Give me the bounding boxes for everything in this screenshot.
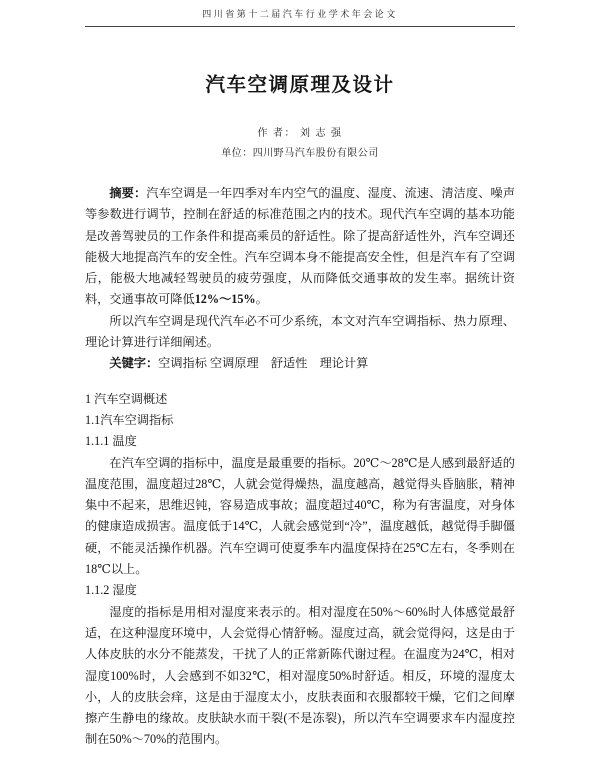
intro-paragraph: 所以汽车空调是现代汽车必不可少系统，本文对汽车空调指标、热力原理、理论计算进行详细阐述。 — [85, 313, 515, 350]
abstract-text-end: 。 — [255, 292, 268, 307]
paper-title: 汽车空调原理及设计 — [205, 74, 395, 96]
section-heading-1-1-1: 1.1.1 温度 — [85, 434, 137, 449]
abstract-text: 汽车空调是一年四季对车内空气的温度、湿度、流速、清洁度、噪声等参数进行调节，控制在舒适的标准范围之内的技术。现代汽车空调的基本功能是改善驾驶员的工作条件和提高乘员的舒适性。除了提高舒适性外，汽车空调还能极大地提高汽车的安全性。汽车空调本身不能提高安全性，但是汽车有了空调后，能极大地减轻驾驶员的疲劳强度，从而降低交通事故的发生率。据统计资料，交通事故可降低 — [85, 186, 516, 307]
running-head: 四川省第十二届汽车行业学术年会论文 — [85, 9, 515, 27]
abstract-stat: 12%～15% — [194, 292, 256, 307]
affiliation-line: 单位：四川野马汽车股份有限公司 — [221, 148, 379, 159]
abstract-paragraph — [85, 183, 515, 311]
byline — [85, 128, 515, 160]
humidity-paragraph: 湿度的指标是用相对湿度来表示的。相对湿度在50%～60%时人体感觉最舒适，在这种湿度环境中，人会觉得心情舒畅。湿度过高，就会觉得闷，这是由于人体皮肤的水分不能蒸发，干扰了人的正常新陈代谢过程。在温度为24℃，相对湿度100%时，人会感到不如32℃，相对湿度50%时舒适。相反，环境的湿度太小，人的皮肤会痒，这是由于湿度太小，皮肤表面和衣服都较干燥，它们之间摩擦产生静电的缘故。皮肤缺水而干裂(不是冻裂)，所以汽车空调要求车内湿度控制在50%～70%的范围内。 — [85, 604, 515, 747]
page-header — [85, 9, 515, 27]
keywords-text: 空调指标 空调原理 舒适性 理论计算 — [158, 356, 369, 371]
section-heading-1-1: 1.1汽车空调指标 — [85, 412, 174, 427]
section-heading-1: 1 汽车空调概述 — [85, 391, 168, 406]
paper-body — [85, 183, 515, 751]
temperature-paragraph: 在汽车空调的指标中，温度是最重要的指标。20℃～28℃是人感到最舒适的温度范围，温度超过28℃，人就会觉得燥热，温度越高，越觉得头昏脑胀，精神集中不起来，思维迟钝，容易造成事故；温度超过40℃，称为有害温度，对身体的健康造成损害。温度低于14℃，人就会感觉到“冷”，温度越低，越觉得手脚僵硬，不能灵活操作机器。汽车空调可使夏季车内温度保持在25℃左右，冬季则在18℃以上。 — [85, 455, 515, 577]
abstract-label: 摘要： — [109, 186, 147, 200]
author-line: 作 者： 刘 志 强 — [257, 128, 343, 139]
section-heading-1-1-2: 1.1.2 湿度 — [85, 583, 137, 598]
keywords-label: 关键字： — [109, 356, 159, 371]
keywords-line — [85, 353, 515, 374]
